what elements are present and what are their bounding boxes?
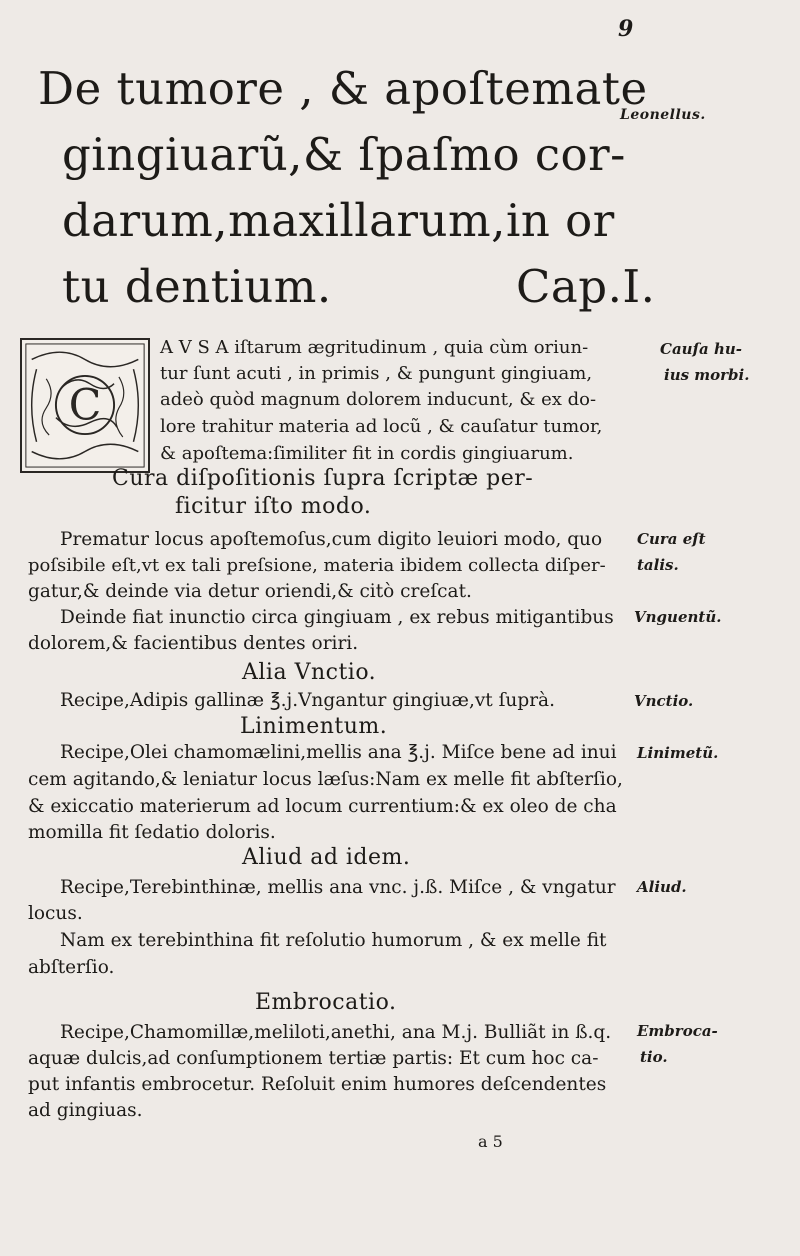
- margin-note-morbi: ius morbi.: [664, 366, 750, 384]
- margin-note-vnctio: Vnctio.: [634, 692, 694, 710]
- heading-linimentum: Linimentum.: [240, 714, 388, 739]
- embrocatio-line-3: put infantis embrocetur. Reſoluit enim humores deſcendentes: [28, 1074, 607, 1095]
- linimentum-line-3: & exiccatio materierum ad locum currentium:& ex oleo de cha: [28, 796, 617, 817]
- heading-cura-1: Cura diſpoſitionis ſupra ſcriptæ per-: [112, 466, 534, 491]
- body-line-2: poſsibile eſt,vt ex tali preſsione, materia ibidem collecta diſper-: [28, 555, 606, 576]
- margin-note-embroca: Embroca-: [637, 1022, 718, 1040]
- body-line-5: dolorem,& facientibus dentes oriri.: [28, 633, 359, 654]
- chapter-label: Cap.I.: [516, 260, 656, 313]
- linimentum-line-2: cem agitando,& leniatur locus læſus:Nam ex melle fit abſterſio,: [28, 769, 623, 790]
- intro-line-5: & apoſtema:ſimiliter fit in cordis gingiuarum.: [160, 443, 574, 464]
- margin-note-tio: tio.: [640, 1048, 668, 1066]
- body-line-1: Prematur locus apoſtemoſus,cum digito leuiori modo, quo: [60, 529, 603, 550]
- intro-line-2: tur ſunt acuti , in primis , & pungunt gingiuam,: [160, 363, 593, 384]
- body-line-4: Deinde fiat inunctio circa gingiuam , ex rebus mitigantibus: [60, 607, 614, 628]
- heading-alia-vnctio: Alia Vnctio.: [242, 660, 377, 685]
- heading-embrocatio: Embrocatio.: [255, 990, 397, 1015]
- body-line-3: gatur,& deinde via detur oriendi,& citò creſcat.: [28, 581, 472, 602]
- intro-line-3: adeò quòd magnum dolorem inducunt, & ex do-: [160, 389, 597, 410]
- intro-line-4: lore trahitur materia ad locũ , & cauſatur tumor,: [160, 416, 603, 437]
- heading-cura-2: ficitur iſto modo.: [175, 494, 372, 519]
- margin-note-linimentum: Linimetũ.: [637, 744, 719, 762]
- embrocatio-line-1: Recipe,Chamomillæ,meliloti,anethi, ana M.j. Bulliãt in ß.q.: [60, 1022, 612, 1043]
- linimentum-line-4: momilla fit ſedatio doloris.: [28, 822, 276, 843]
- intro-line-1: A V S A iſtarum ægritudinum , quia cùm oriun-: [160, 337, 589, 358]
- margin-note-vnguentum: Vnguentũ.: [634, 608, 722, 626]
- embrocatio-line-2: aquæ dulcis,ad conſumptionem tertiæ partis: Et cum hoc ca-: [28, 1048, 599, 1069]
- margin-note-talis: talis.: [637, 556, 679, 574]
- aliud-line-3: Nam ex terebinthina fit reſolutio humorum , & ex melle fit: [60, 930, 607, 951]
- aliud-line-1: Recipe,Terebinthinæ, mellis ana vnc. j.ß. Miſce , & vngatur: [60, 877, 616, 898]
- chapter-title: [38, 56, 778, 320]
- title-line-1: De tumore , & apoſtemate: [38, 62, 648, 115]
- heading-aliud-ad-idem: Aliud ad idem.: [242, 845, 411, 870]
- recipe-adipis: Recipe,Adipis gallinæ ℥.j.Vngantur gingiuæ,vt ſuprà.: [60, 690, 555, 711]
- page-number: 9: [618, 16, 634, 42]
- margin-note-causa: Cauſa hu-: [660, 340, 742, 358]
- embrocatio-line-4: ad gingiuas.: [28, 1100, 143, 1121]
- ornament-icon: [22, 340, 148, 471]
- aliud-line-2: locus.: [28, 903, 83, 924]
- margin-note-cura: Cura eſt: [637, 530, 706, 548]
- title-line-2: gingiuarũ,& ſpaſmo cor-: [62, 128, 626, 181]
- decorated-initial: [20, 338, 150, 473]
- title-line-3: darum,maxillarum,in or: [62, 194, 615, 247]
- svg-text:C: C: [68, 380, 102, 431]
- linimentum-line-1: Recipe,Olei chamomælini,mellis ana ℥.j. Miſce bene ad inui: [60, 742, 617, 763]
- signature-mark: a 5: [478, 1132, 503, 1151]
- margin-note-aliud: Aliud.: [637, 878, 687, 896]
- title-line-4: tu dentium.: [62, 260, 332, 313]
- title-margin-name: Leonellus.: [620, 107, 706, 123]
- aliud-line-4: abſterſio.: [28, 957, 115, 978]
